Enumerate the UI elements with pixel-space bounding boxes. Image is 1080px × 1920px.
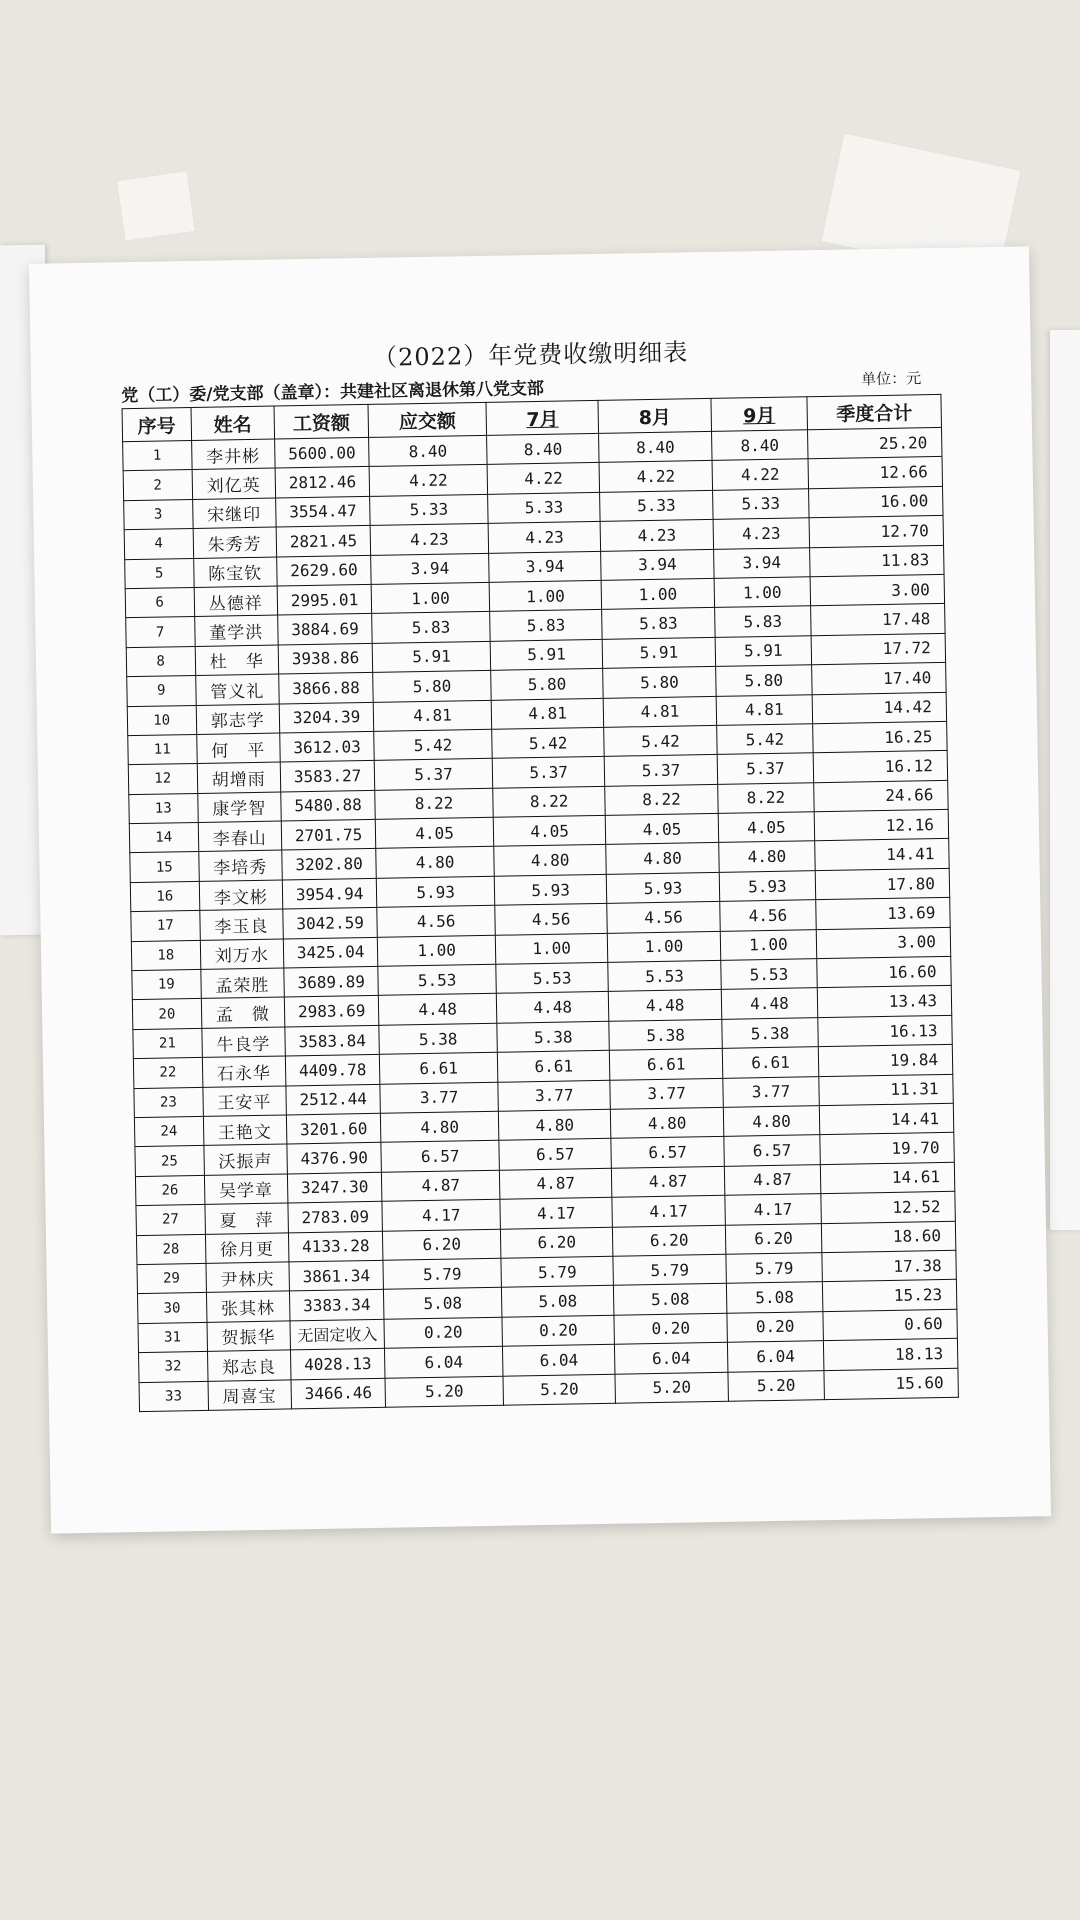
cell-due: 0.20 <box>384 1317 502 1348</box>
cell-salary: 2701.75 <box>281 819 376 850</box>
fee-document <box>120 328 959 1412</box>
cell-name: 郭志学 <box>196 704 280 735</box>
cell-quarter-total: 15.60 <box>824 1368 958 1400</box>
cell-july: 5.37 <box>492 757 605 788</box>
cell-september: 1.00 <box>714 577 811 608</box>
cell-name: 杜 华 <box>195 645 279 676</box>
cell-seq: 2 <box>123 470 192 501</box>
cell-quarter-total: 16.60 <box>817 956 951 988</box>
cell-september: 5.83 <box>714 606 811 637</box>
cell-july: 5.42 <box>492 727 605 758</box>
cell-september: 5.42 <box>716 724 813 755</box>
cell-quarter-total: 15.23 <box>823 1280 957 1312</box>
cell-august: 5.20 <box>615 1372 728 1403</box>
cell-seq: 31 <box>138 1322 207 1353</box>
cell-salary: 3954.94 <box>282 878 377 909</box>
cell-august: 4.05 <box>606 813 719 844</box>
cell-quarter-total: 14.41 <box>819 1103 953 1135</box>
header-july: 7月 <box>486 400 599 435</box>
cell-july: 6.04 <box>502 1344 615 1375</box>
cell-august: 6.57 <box>611 1137 724 1168</box>
cell-due: 5.20 <box>385 1376 503 1407</box>
cell-name: 石永华 <box>202 1056 286 1087</box>
cell-july: 4.48 <box>496 992 609 1023</box>
cell-quarter-total: 19.70 <box>820 1133 954 1165</box>
cell-name: 丛德祥 <box>194 586 278 617</box>
cell-august: 5.93 <box>607 872 720 903</box>
cell-quarter-total: 14.41 <box>815 839 949 871</box>
cell-seq: 19 <box>132 969 201 1000</box>
cell-september: 5.79 <box>726 1253 823 1284</box>
cell-july: 8.40 <box>487 433 600 464</box>
cell-august: 5.33 <box>600 490 713 521</box>
cell-due: 8.22 <box>375 788 493 819</box>
cell-quarter-total: 14.61 <box>820 1162 954 1194</box>
cell-seq: 11 <box>128 734 197 765</box>
cell-quarter-total: 17.80 <box>815 868 949 900</box>
cell-due: 4.56 <box>377 906 495 937</box>
cell-seq: 10 <box>127 705 196 736</box>
cell-due: 3.77 <box>380 1082 498 1113</box>
cell-due: 8.40 <box>369 435 487 466</box>
cell-september: 0.20 <box>727 1311 824 1342</box>
cell-name: 孟荣胜 <box>200 968 284 999</box>
cell-july: 4.23 <box>488 522 601 553</box>
header-august: 8月 <box>598 398 711 433</box>
cell-name: 李玉良 <box>199 909 283 940</box>
org-line: 党（工）委/党支部（盖章）：共建社区离退休第八党支部 <box>121 378 545 407</box>
cell-september: 4.05 <box>718 812 815 843</box>
cell-name: 刘亿英 <box>192 468 276 499</box>
cell-quarter-total: 11.83 <box>810 545 944 577</box>
cell-name: 孟 微 <box>201 997 285 1028</box>
cell-july: 5.83 <box>490 610 603 641</box>
cell-seq: 28 <box>136 1234 205 1265</box>
cell-seq: 20 <box>132 999 201 1030</box>
cell-name: 胡增雨 <box>197 762 281 793</box>
cell-september: 5.38 <box>722 1017 819 1048</box>
cell-quarter-total: 19.84 <box>818 1045 952 1077</box>
cell-september: 6.61 <box>722 1047 819 1078</box>
cell-quarter-total: 11.31 <box>819 1074 953 1106</box>
cell-july: 5.20 <box>503 1374 616 1405</box>
cell-september: 8.40 <box>711 430 808 461</box>
cell-salary: 3861.34 <box>289 1260 384 1291</box>
cell-september: 4.87 <box>724 1164 821 1195</box>
cell-seq: 4 <box>124 529 193 560</box>
cell-september: 3.77 <box>723 1076 820 1107</box>
cell-august: 4.80 <box>606 843 719 874</box>
cell-name: 郑志良 <box>207 1350 291 1381</box>
cell-seq: 33 <box>139 1381 208 1412</box>
cell-august: 4.56 <box>607 902 720 933</box>
cell-august: 8.22 <box>605 784 718 815</box>
cell-quarter-total: 3.00 <box>816 927 950 959</box>
cell-september: 5.08 <box>726 1282 823 1313</box>
cell-quarter-total: 16.12 <box>813 751 947 783</box>
cell-september: 6.04 <box>727 1341 824 1372</box>
cell-name: 张其林 <box>206 1291 290 1322</box>
cell-seq: 25 <box>135 1146 204 1177</box>
cell-july: 0.20 <box>502 1315 615 1346</box>
cell-august: 0.20 <box>614 1313 727 1344</box>
table-body <box>123 427 959 1411</box>
cell-name: 宋继印 <box>192 498 276 529</box>
cell-salary: 3583.84 <box>285 1025 380 1056</box>
cell-salary: 3202.80 <box>282 849 377 880</box>
cell-due: 5.53 <box>378 964 496 995</box>
header-due: 应交额 <box>368 402 486 437</box>
cell-july: 5.08 <box>501 1286 614 1317</box>
tape-top-left <box>116 170 196 241</box>
cell-september: 6.20 <box>725 1223 822 1254</box>
cell-due: 6.20 <box>383 1229 501 1260</box>
cell-salary: 2512.44 <box>286 1084 381 1115</box>
cell-august: 5.79 <box>613 1254 726 1285</box>
cell-september: 5.33 <box>712 489 809 520</box>
unit-label: 单位：元 <box>860 369 922 389</box>
cell-july: 5.53 <box>496 962 609 993</box>
cell-due: 4.80 <box>381 1111 499 1142</box>
cell-august: 1.00 <box>601 578 714 609</box>
header-quarter-total: 季度合计 <box>807 394 941 429</box>
cell-quarter-total: 24.66 <box>814 780 948 812</box>
cell-due: 5.37 <box>374 759 492 790</box>
cell-due: 1.00 <box>378 935 496 966</box>
cell-july: 5.93 <box>494 874 607 905</box>
cell-august: 4.23 <box>600 520 713 551</box>
cell-salary: 3612.03 <box>280 731 375 762</box>
cell-seq: 29 <box>137 1263 206 1294</box>
cell-seq: 15 <box>130 852 199 883</box>
cell-salary: 3042.59 <box>283 908 378 939</box>
cell-due: 6.57 <box>381 1141 499 1172</box>
cell-name: 朱秀芳 <box>193 527 277 558</box>
cell-salary: 3938.86 <box>278 643 373 674</box>
cell-quarter-total: 16.25 <box>813 721 947 753</box>
cell-salary: 3201.60 <box>286 1113 381 1144</box>
cell-quarter-total: 13.43 <box>817 986 951 1018</box>
cell-salary: 3583.27 <box>280 761 375 792</box>
cell-september: 4.81 <box>716 694 813 725</box>
cell-seq: 17 <box>131 911 200 942</box>
cell-seq: 26 <box>135 1175 204 1206</box>
cell-seq: 12 <box>128 764 197 795</box>
cell-quarter-total: 18.13 <box>824 1338 958 1370</box>
cell-due: 5.79 <box>383 1258 501 1289</box>
cell-september: 1.00 <box>720 929 817 960</box>
cell-due: 6.61 <box>380 1052 498 1083</box>
cell-due: 4.80 <box>376 847 494 878</box>
cell-july: 3.77 <box>498 1080 611 1111</box>
cell-salary: 无固定收入 <box>290 1319 385 1350</box>
cell-august: 5.38 <box>609 1019 722 1050</box>
cell-quarter-total: 17.40 <box>812 663 946 695</box>
cell-september: 8.22 <box>717 782 814 813</box>
cell-september: 5.53 <box>721 959 818 990</box>
cell-due: 5.08 <box>384 1288 502 1319</box>
cell-september: 5.91 <box>715 635 812 666</box>
cell-seq: 3 <box>124 499 193 530</box>
cell-august: 4.17 <box>612 1195 725 1226</box>
cell-september: 4.80 <box>723 1106 820 1137</box>
cell-quarter-total: 17.72 <box>811 633 945 665</box>
cell-name: 陈宝钦 <box>193 557 277 588</box>
cell-seq: 1 <box>123 441 192 472</box>
cell-july: 8.22 <box>493 786 606 817</box>
cell-august: 5.37 <box>605 755 718 786</box>
cell-seq: 22 <box>133 1058 202 1089</box>
cell-seq: 9 <box>127 676 196 707</box>
cell-salary: 2629.60 <box>277 555 372 586</box>
cell-july: 4.05 <box>493 815 606 846</box>
cell-salary: 5600.00 <box>275 437 370 468</box>
cell-august: 4.80 <box>611 1107 724 1138</box>
cell-seq: 21 <box>133 1028 202 1059</box>
cell-salary: 3554.47 <box>276 496 371 527</box>
cell-salary: 3383.34 <box>289 1290 384 1321</box>
cell-august: 5.53 <box>608 960 721 991</box>
cell-due: 4.23 <box>370 524 488 555</box>
cell-salary: 2983.69 <box>284 996 379 1027</box>
cell-august: 6.20 <box>613 1225 726 1256</box>
cell-quarter-total: 16.13 <box>818 1015 952 1047</box>
cell-august: 5.80 <box>603 667 716 698</box>
cell-due: 5.33 <box>370 494 488 525</box>
cell-name: 夏 萍 <box>204 1203 288 1234</box>
cell-quarter-total: 13.69 <box>816 898 950 930</box>
cell-name: 李春山 <box>198 821 282 852</box>
cell-name: 尹林庆 <box>205 1262 289 1293</box>
cell-name: 管义礼 <box>195 674 279 705</box>
cell-august: 5.42 <box>604 725 717 756</box>
cell-july: 4.80 <box>498 1109 611 1140</box>
cell-quarter-total: 0.60 <box>823 1309 957 1341</box>
cell-name: 李文彬 <box>199 880 283 911</box>
cell-august: 5.08 <box>614 1284 727 1315</box>
cell-july: 1.00 <box>489 580 602 611</box>
cell-due: 6.04 <box>385 1346 503 1377</box>
cell-august: 4.48 <box>609 990 722 1021</box>
cell-salary: 2821.45 <box>276 526 371 557</box>
cell-salary: 4028.13 <box>291 1348 386 1379</box>
cell-due: 5.80 <box>373 670 491 701</box>
cell-august: 4.87 <box>612 1166 725 1197</box>
cell-september: 4.80 <box>718 841 815 872</box>
cell-july: 1.00 <box>495 933 608 964</box>
cell-august: 5.91 <box>603 637 716 668</box>
cell-salary: 2995.01 <box>277 584 372 615</box>
cell-name: 康学智 <box>197 792 281 823</box>
cell-name: 沃振声 <box>203 1144 287 1175</box>
fee-table <box>122 394 959 1412</box>
cell-september: 4.56 <box>720 900 817 931</box>
cell-seq: 27 <box>136 1205 205 1236</box>
cell-july: 4.80 <box>494 845 607 876</box>
paper-sheet <box>29 246 1051 1533</box>
cell-july: 4.87 <box>499 1168 612 1199</box>
cell-august: 8.40 <box>599 431 712 462</box>
cell-september: 5.80 <box>715 665 812 696</box>
cell-salary: 3466.46 <box>291 1378 386 1409</box>
cell-september: 4.22 <box>712 459 809 490</box>
cell-name: 周喜宝 <box>208 1379 292 1410</box>
cell-quarter-total: 12.70 <box>809 516 943 548</box>
cell-salary: 3425.04 <box>283 937 378 968</box>
cell-name: 贺振华 <box>207 1321 291 1352</box>
cell-quarter-total: 16.00 <box>809 486 943 518</box>
cell-seq: 7 <box>126 617 195 648</box>
cell-september: 4.23 <box>713 518 810 549</box>
cell-name: 牛良学 <box>201 1027 285 1058</box>
cell-due: 1.00 <box>371 582 489 613</box>
cell-july: 5.33 <box>488 492 601 523</box>
cell-september: 6.57 <box>724 1135 821 1166</box>
cell-september: 4.17 <box>725 1194 822 1225</box>
cell-quarter-total: 12.16 <box>814 809 948 841</box>
cell-september: 5.37 <box>717 753 814 784</box>
cell-due: 4.81 <box>373 700 491 731</box>
document-title: （2022）年党费收缴明细表 <box>372 338 689 372</box>
cell-due: 5.42 <box>374 729 492 760</box>
header-name: 姓名 <box>191 406 275 440</box>
cell-salary: 3884.69 <box>278 614 373 645</box>
cell-due: 4.48 <box>379 994 497 1025</box>
cell-seq: 23 <box>134 1087 203 1118</box>
cell-july: 3.94 <box>489 551 602 582</box>
cell-quarter-total: 17.48 <box>811 604 945 636</box>
cell-due: 5.91 <box>372 641 490 672</box>
cell-name: 王艳文 <box>203 1115 287 1146</box>
header-september: 9月 <box>711 397 808 432</box>
header-salary: 工资额 <box>274 404 369 439</box>
cell-september: 3.94 <box>713 547 810 578</box>
cell-salary: 4409.78 <box>285 1055 380 1086</box>
cell-salary: 2783.09 <box>288 1201 383 1232</box>
cell-salary: 4133.28 <box>288 1231 383 1262</box>
cell-september: 5.20 <box>728 1370 825 1401</box>
cell-seq: 16 <box>130 881 199 912</box>
cell-july: 4.81 <box>491 698 604 729</box>
cell-quarter-total: 17.38 <box>822 1250 956 1282</box>
cell-seq: 32 <box>139 1351 208 1382</box>
cell-august: 1.00 <box>608 931 721 962</box>
cell-august: 3.77 <box>610 1078 723 1109</box>
cell-july: 4.17 <box>500 1197 613 1228</box>
cell-salary: 4376.90 <box>287 1143 382 1174</box>
cell-name: 李井彬 <box>191 439 275 470</box>
cell-quarter-total: 14.42 <box>812 692 946 724</box>
cell-seq: 24 <box>134 1116 203 1147</box>
cell-due: 4.05 <box>375 817 493 848</box>
cell-august: 5.83 <box>602 608 715 639</box>
cell-seq: 18 <box>131 940 200 971</box>
cell-name: 董学洪 <box>194 615 278 646</box>
cell-seq: 6 <box>125 587 194 618</box>
cell-name: 徐月更 <box>205 1232 289 1263</box>
cell-due: 5.93 <box>376 876 494 907</box>
cell-july: 6.61 <box>497 1051 610 1082</box>
cell-september: 4.48 <box>721 988 818 1019</box>
cell-july: 5.91 <box>490 639 603 670</box>
cell-august: 3.94 <box>601 549 714 580</box>
cell-due: 5.83 <box>372 612 490 643</box>
cell-name: 李培秀 <box>198 850 282 881</box>
cell-september: 5.93 <box>719 871 816 902</box>
cell-salary: 3247.30 <box>287 1172 382 1203</box>
cell-seq: 14 <box>129 823 198 854</box>
cell-salary: 5480.88 <box>281 790 376 821</box>
cell-july: 5.80 <box>491 668 604 699</box>
cell-quarter-total: 3.00 <box>810 574 944 606</box>
cell-july: 4.56 <box>495 904 608 935</box>
cell-seq: 5 <box>125 558 194 589</box>
cell-due: 4.87 <box>382 1170 500 1201</box>
cell-july: 4.22 <box>487 463 600 494</box>
cell-salary: 2812.46 <box>275 467 370 498</box>
cell-seq: 8 <box>126 646 195 677</box>
cell-name: 刘万水 <box>200 939 284 970</box>
cell-august: 4.81 <box>604 696 717 727</box>
cell-name: 何 平 <box>196 733 280 764</box>
cell-july: 6.57 <box>499 1139 612 1170</box>
cell-seq: 30 <box>137 1293 206 1324</box>
cell-quarter-total: 12.52 <box>821 1191 955 1223</box>
header-seq: 序号 <box>122 408 191 442</box>
cell-due: 4.22 <box>369 465 487 496</box>
cell-august: 6.04 <box>615 1342 728 1373</box>
cell-quarter-total: 18.60 <box>821 1221 955 1253</box>
cell-quarter-total: 12.66 <box>808 457 942 489</box>
cell-quarter-total: 25.20 <box>808 427 942 459</box>
cell-july: 6.20 <box>500 1227 613 1258</box>
cell-due: 4.17 <box>382 1199 500 1230</box>
adjacent-paper-right <box>1050 330 1080 1230</box>
cell-july: 5.79 <box>501 1256 614 1287</box>
cell-seq: 13 <box>129 793 198 824</box>
cell-due: 5.38 <box>379 1023 497 1054</box>
cell-salary: 3866.88 <box>279 673 374 704</box>
cell-july: 5.38 <box>497 1021 610 1052</box>
cell-name: 王安平 <box>202 1086 286 1117</box>
cell-august: 4.22 <box>599 461 712 492</box>
cell-salary: 3689.89 <box>284 966 379 997</box>
cell-name: 吴学章 <box>204 1174 288 1205</box>
cell-due: 3.94 <box>371 553 489 584</box>
cell-salary: 3204.39 <box>279 702 374 733</box>
cell-august: 6.61 <box>610 1049 723 1080</box>
